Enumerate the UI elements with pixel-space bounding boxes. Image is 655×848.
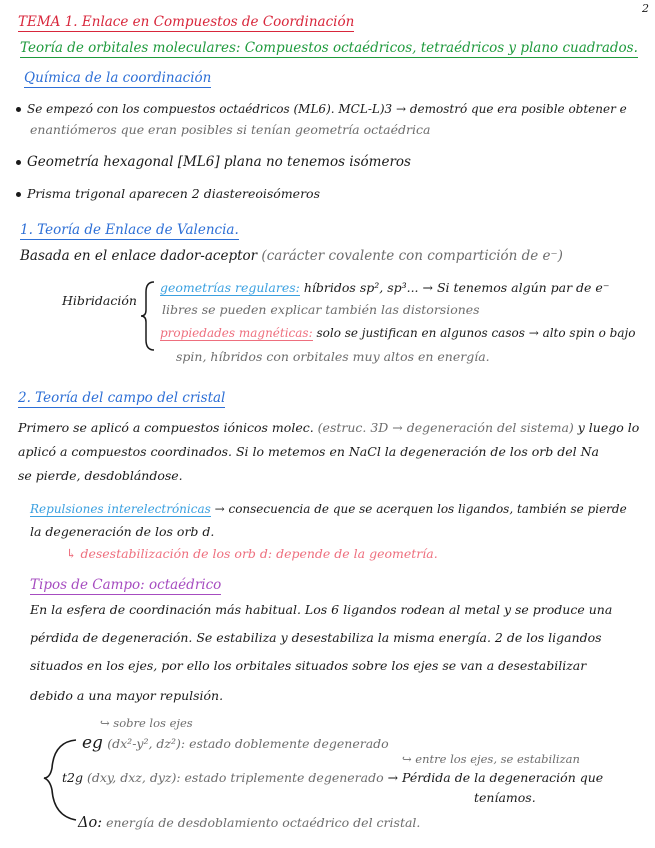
t2g-text: (dxy, dxz, dyz): estado triplemente degenerado (86, 770, 384, 785)
bullet-icon (16, 107, 21, 112)
subtitle-text: Teoría de orbitales moleculares: Compuestos octaédricos, tetraédricos y plano cuadrados. (20, 40, 638, 56)
quimica-heading (24, 70, 211, 86)
quimica-bullet-3 (16, 186, 320, 201)
magneticas-label: propiedades magnéticas: (160, 326, 313, 340)
magneticas-text: solo se justifican en algunos casos → alto spin o bajo (316, 326, 636, 340)
delta-line (78, 815, 420, 831)
tipos-line-4: debido a una mayor repulsión. (30, 688, 224, 703)
t2g-result: → Pérdida de la degeneración que (387, 770, 604, 785)
repulsiones-label: Repulsiones interelectrónicas (30, 502, 211, 516)
tcc-para-1a: Primero se aplicó a compuestos iónicos molec. (18, 420, 314, 435)
quimica-heading-text: Química de la coordinación (24, 70, 212, 86)
tcc-heading-text: 2. Teoría del campo del cristal (18, 390, 226, 406)
eg-text: (dx²-y², dz²): estado doblemente degenerado (107, 736, 389, 751)
eg-symbol: eg (82, 733, 103, 753)
repulsiones-note: ↳ desestabilización de los orb d: depende de la geometría. (66, 546, 438, 561)
hibridacion-brace (140, 280, 156, 352)
quimica-bullet-2 (16, 154, 411, 170)
hibridacion-label: Hibridación (62, 293, 137, 308)
bullet-icon (16, 160, 21, 165)
tipos-line-2: pérdida de degeneración. Se estabiliza y desestabiliza la misma energía. 2 de los ligandos (30, 630, 602, 645)
tev-intro-main: Basada en el enlace dador-aceptor (20, 248, 258, 264)
quimica-bullet-1 (16, 102, 627, 116)
delta-symbol: Δo: (78, 815, 103, 831)
t2g-note: ↪ entre los ejes, se estabilizan (402, 752, 580, 766)
tcc-para-line-3: se pierde, desdoblándose. (18, 468, 183, 483)
quimica-bullet-1-cont: enantiómeros que eran posibles si tenían geometría octaédrica (30, 122, 431, 137)
tipos-line-3: situados en los ejes, por ello los orbitales situados sobre los ejes se van a desestabilizar (30, 658, 587, 673)
brace-path (141, 282, 154, 350)
tev-intro (20, 248, 563, 264)
repulsiones-cont: la degeneración de los orb d. (30, 524, 215, 539)
tev-intro-note: (carácter covalente con compartición de e⁻) (261, 248, 563, 264)
tipos-line-1: En la esfera de coordinación más habitual. Los 6 ligandos rodean al metal y se produce una (30, 602, 613, 617)
repulsiones-text: → consecuencia de que se acerquen los ligandos, también se pierde (214, 502, 627, 516)
tipos-heading (30, 577, 221, 593)
tev-heading-text: 1. Teoría de Enlace de Valencia. (20, 222, 239, 238)
tcc-para-line-2: aplicó a compuestos coordinados. Si lo metemos en NaCl la degeneración de los orb del Na (18, 444, 599, 459)
tev-geometrias (160, 280, 609, 295)
t2g-symbol: t2g (62, 770, 83, 785)
tev-magneticas-cont: spin, híbridos con orbitales muy altos en energía. (176, 349, 490, 364)
geometrias-text: híbridos sp², sp³... → Si tenemos algún par de e⁻ (303, 280, 610, 295)
t2g-result-cont: teníamos. (474, 790, 536, 805)
geometrias-label: geometrías regulares: (160, 280, 300, 295)
delta-text: energía de desdoblamiento octaédrico del cristal. (106, 815, 421, 830)
quimica-bullet-1-text: Se empezó con los compuestos octaédricos (ML6). MCL-L)3 → demostró que era posible obtener e (27, 102, 627, 116)
page-title-text: TEMA 1. Enlace en Compuestos de Coordinación (18, 14, 355, 30)
tev-heading (20, 222, 239, 238)
eg-note: ↪ sobre los ejes (100, 716, 193, 730)
tipos-heading-text: Tipos de Campo: octaédrico (30, 577, 222, 593)
page-title (18, 14, 354, 30)
tcc-para-1b: (estruc. 3D → degeneración del sistema) (317, 420, 574, 435)
quimica-bullet-3-text: Prisma trigonal aparecen 2 diastereoisómeros (27, 186, 320, 201)
tev-geometrias-cont: libres se pueden explicar también las distorsiones (162, 302, 480, 317)
bullet-icon (16, 192, 21, 197)
subtitle (20, 40, 638, 56)
tcc-para-1c: y luego lo (577, 420, 640, 435)
repulsiones-line (30, 502, 627, 516)
quimica-bullet-2-text: Geometría hexagonal [ML6] plana no tenemos isómeros (27, 154, 411, 170)
tcc-heading (18, 390, 225, 406)
tcc-para-line-1 (18, 420, 639, 435)
t2g-line (62, 770, 603, 785)
eg-line (82, 733, 389, 753)
page-number: 2 (642, 2, 649, 15)
tev-magneticas (160, 326, 635, 340)
